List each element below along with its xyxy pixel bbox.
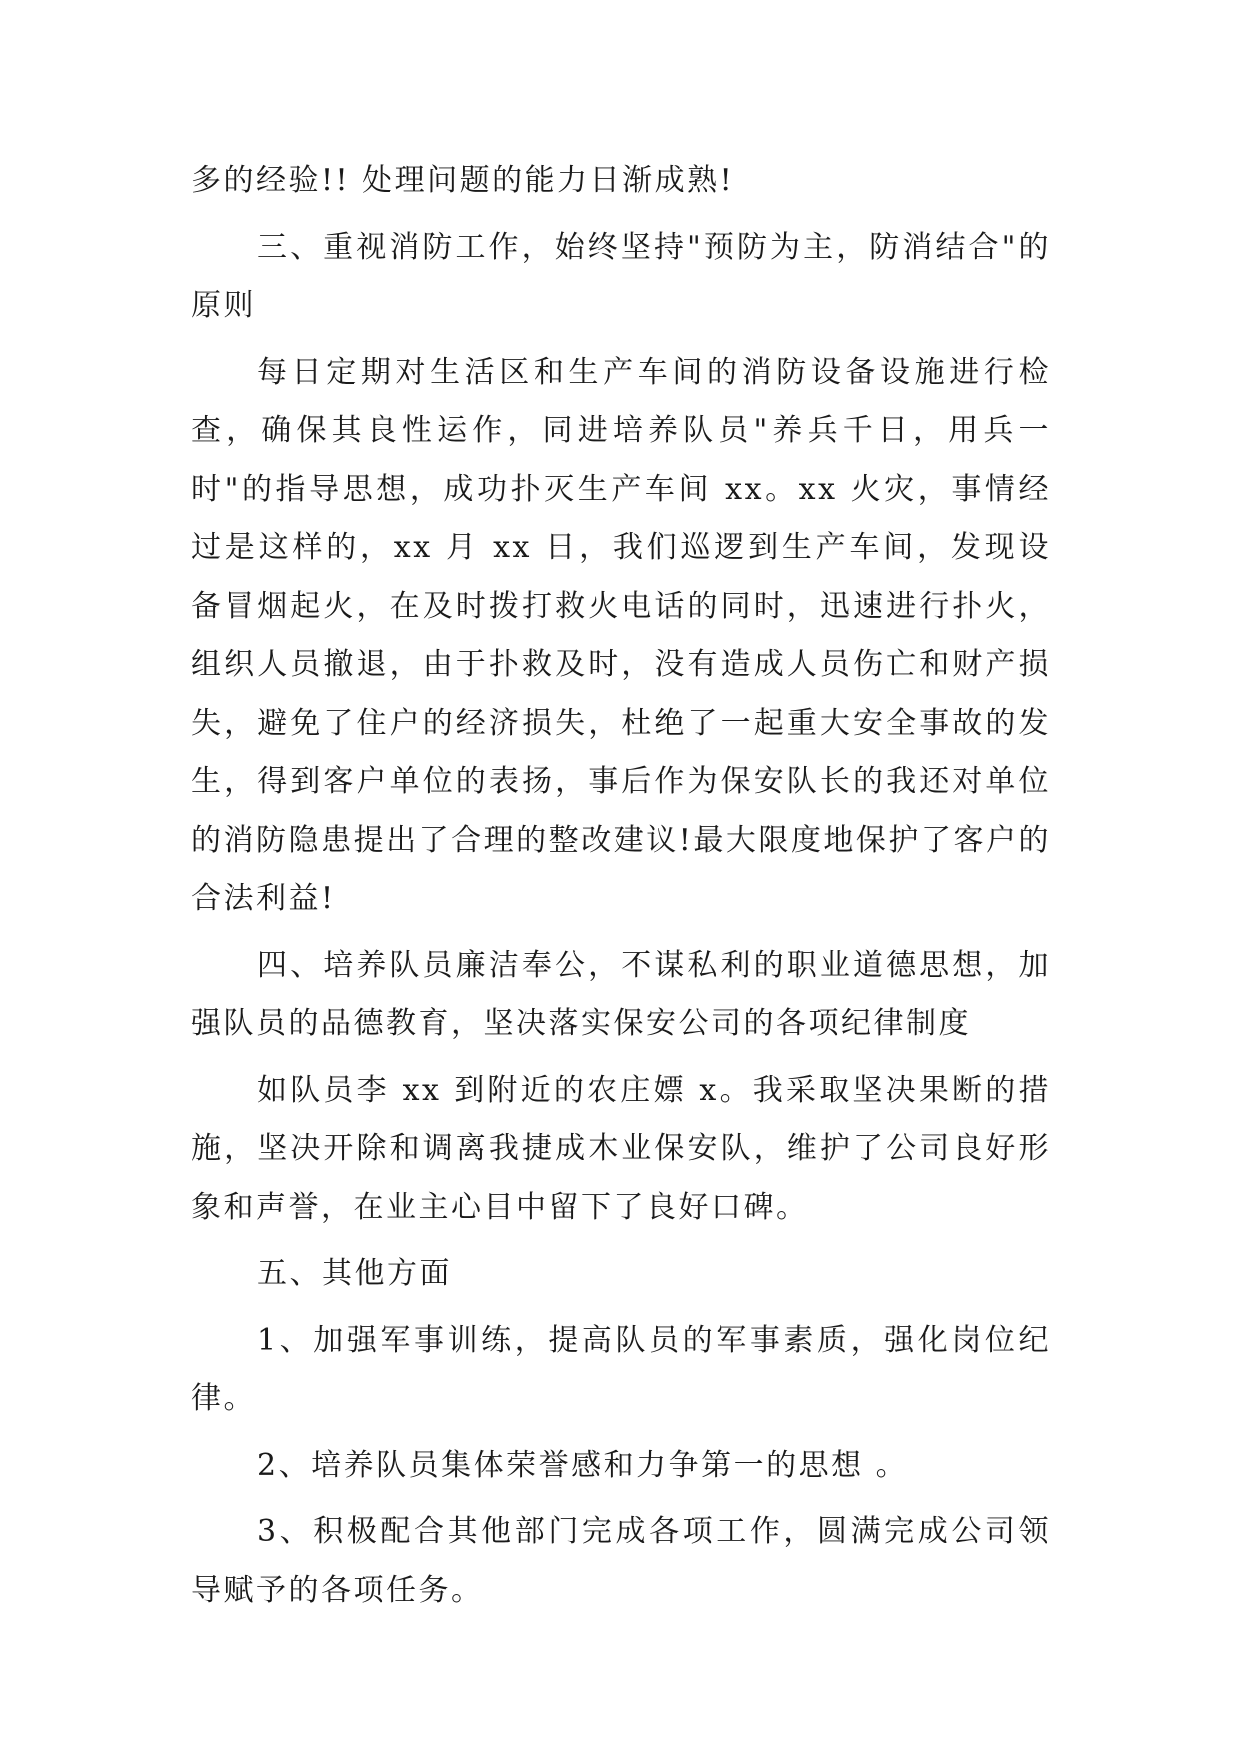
list-item-3: 3、积极配合其他部门完成各项工作，圆满完成公司领导赋予的各项任务。 <box>191 1514 1051 1608</box>
paragraph-discipline-case: 如队员李 xx 到附近的农庄嫖 x。我采取坚决果断的措施，坚决开除和调离我捷成木业保安队，维护了公司良好形象和声誉，在业主心目中留下了良好口碑。 <box>191 1072 1051 1225</box>
list-item-2: 2、培养队员集体荣誉感和力争第一的思想 。 <box>257 1447 909 1483</box>
paragraph-gap <box>191 1054 1051 1062</box>
paragraph-gap <box>191 336 1051 344</box>
list-item-1: 1、加强军事训练，提高队员的军事素质，强化岗位纪律。 <box>191 1322 1051 1416</box>
section-heading-fire-safety: 三、重视消防工作，始终坚持"预防为主，防消结合"的原则 <box>191 229 1051 323</box>
document-body <box>191 152 1051 1620</box>
paragraph-continuation: 多的经验!! 处理问题的能力日渐成熟! <box>191 163 735 198</box>
paragraph-gap <box>191 1304 1051 1312</box>
paragraph-gap <box>191 929 1051 937</box>
paragraph-gap <box>191 1237 1051 1245</box>
paragraph-gap <box>191 1429 1051 1437</box>
section-heading-integrity: 四、培养队员廉洁奉公，不谋私利的职业道德思想，加强队员的品德教育，坚决落实保安公司的各项纪律制度 <box>191 947 1051 1041</box>
section-heading-other: 五、其他方面 <box>257 1256 452 1291</box>
paragraph-fire-inspection: 每日定期对生活区和生产车间的消防设备设施进行检查，确保其良性运作，同进培养队员"养兵千日，用兵一时"的指导思想，成功扑灭生产车间 xx。xx 火灾，事情经过是这样的，xx 月 xx 日，我们巡逻到生产车间，发现设备冒烟起火，在及时拨打救火电话的同时，迅速进行扑火，组织人员撤退，由于扑救及时，没有造成人员伤亡和财产损失，避免了住户的经济损失，杜绝了一起重大安全事故的发生，得到客户单位的表扬，事后作为保安队长的我还对单位的消防隐患提出了合理的整改建议!最大限度地保护了客户的合法利益! <box>191 354 1051 916</box>
paragraph-gap <box>191 1495 1051 1503</box>
paragraph-gap <box>191 211 1051 219</box>
